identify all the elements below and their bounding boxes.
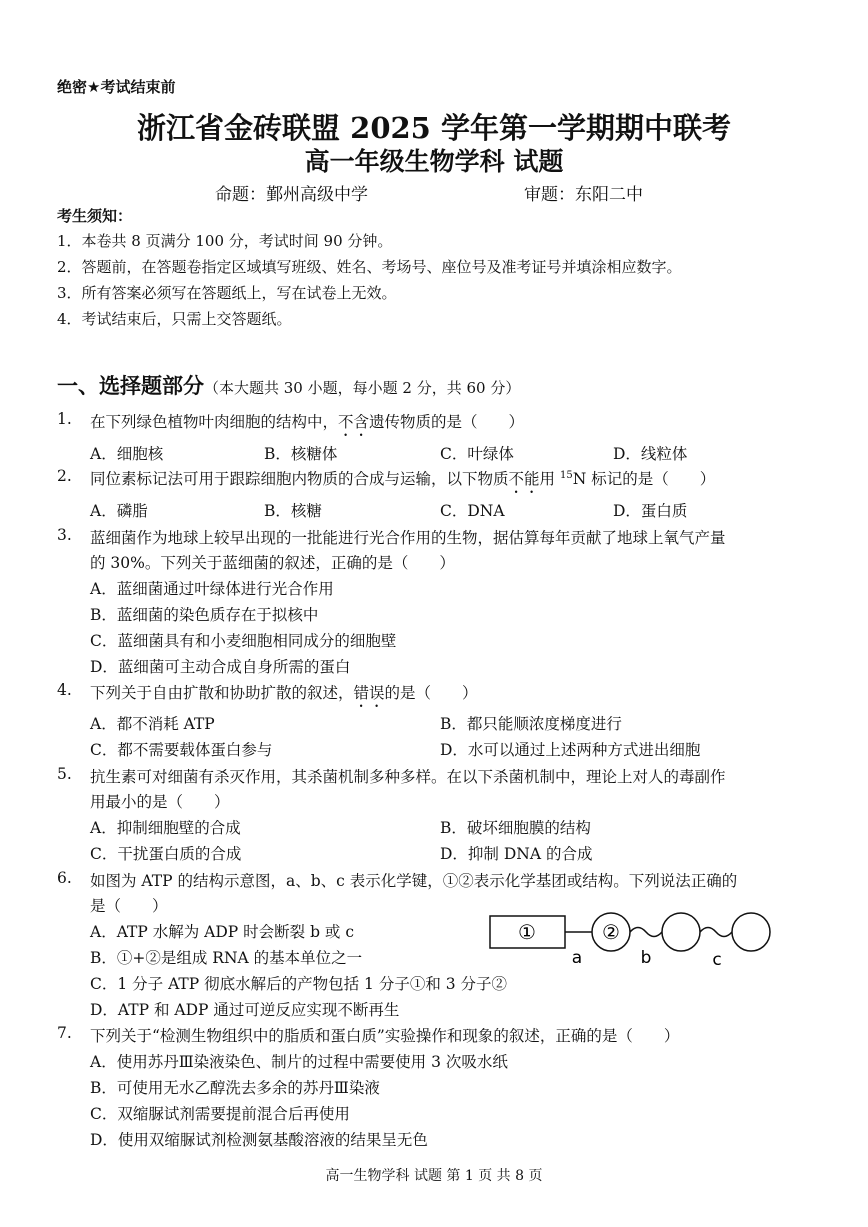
option: A．细胞核	[90, 445, 164, 463]
section-name: 一、选择题部分	[57, 373, 204, 398]
superscript: 15	[559, 469, 573, 481]
option: B．破坏细胞膜的结构	[440, 819, 591, 837]
phosphate-circle-2	[732, 913, 770, 951]
option: A．磷脂	[90, 502, 148, 520]
question-4-stem	[90, 681, 478, 711]
option: B．①+②是组成 RNA 的基本单位之一	[90, 949, 363, 967]
option: A．抑制细胞壁的合成	[90, 819, 241, 837]
option: C．双缩脲试剂需要提前混合后再使用	[90, 1105, 350, 1123]
notes-heading: 考生须知：	[57, 207, 133, 225]
confidential-label: 绝密★考试结束前	[57, 78, 176, 96]
question-2-stem	[90, 467, 715, 497]
note-item: 2．答题前，在答题卷指定区域填写班级、姓名、考场号、座位号及准考证号并填涂相应数字。	[57, 258, 682, 276]
option: A．蓝细菌通过叶绿体进行光合作用	[90, 580, 334, 598]
question-5-stem: 抗生素可对细菌有杀灭作用，其杀菌机制多种多样。在以下杀菌机制中，理论上对人的毒副作	[90, 768, 726, 786]
atp-structure-diagram	[485, 908, 785, 970]
question-number: 6.	[57, 869, 72, 887]
exam-title: 浙江省金砖联盟 2025 学年第一学期期中联考	[137, 111, 731, 145]
note-item: 4．考试结束后，只需上交答题纸。	[57, 310, 292, 328]
stem-text: 用	[539, 470, 560, 488]
label-1: ①	[518, 920, 536, 944]
question-5-stem-cont: 用最小的是（ ）	[90, 793, 230, 811]
option: C．干扰蛋白质的合成	[90, 845, 242, 863]
question-number: 5.	[57, 765, 72, 783]
question-number: 3.	[57, 526, 72, 544]
option: A．都不消耗 ATP	[90, 715, 215, 733]
option: B．蓝细菌的染色质存在于拟核中	[90, 606, 319, 624]
section-note: （本大题共 30 小题，每小题 2 分，共 60 分）	[204, 379, 521, 397]
note-item: 3．所有答案必须写在答题纸上，写在试卷上无效。	[57, 284, 397, 302]
question-1-stem	[90, 410, 524, 440]
option: A．使用苏丹Ⅲ染液染色、制片的过程中需要使用 3 次吸水纸	[90, 1053, 508, 1071]
question-3-stem: 蓝细菌作为地球上较早出现的一批能进行光合作用的生物，据估算每年贡献了地球上氧气产量	[90, 529, 726, 547]
question-6-stem-cont: 是（ ）	[90, 897, 168, 915]
note-item: 1．本卷共 8 页满分 100 分，考试时间 90 分钟。	[57, 232, 393, 250]
label-b: b	[640, 948, 652, 968]
option: C．DNA	[440, 502, 505, 520]
question-6-stem: 如图为 ATP 的结构示意图，a、b、c 表示化学键，①②表示化学基团或结构。下列说法正确的	[90, 872, 738, 890]
section-title	[57, 370, 520, 400]
stem-text: 下列关于自由扩散和协助扩散的叙述，	[90, 684, 354, 702]
exam-subtitle: 高一年级生物学科 试题	[304, 147, 564, 176]
bond-c	[700, 928, 732, 937]
stem-text: 同位素标记法可用于跟踪细胞内物质的合成与运输，以下物质	[90, 470, 509, 488]
question-7-stem: 下列关于“检测生物组织中的脂质和蛋白质”实验操作和现象的叙述，正确的是（ ）	[90, 1027, 680, 1045]
label-c: c	[712, 950, 722, 970]
question-number: 2.	[57, 467, 72, 485]
option: B．可使用无水乙醇洗去多余的苏丹Ⅲ染液	[90, 1079, 380, 1097]
option: D．使用双缩脲试剂检测氨基酸溶液的结果呈无色	[90, 1131, 428, 1149]
option: D．抑制 DNA 的合成	[440, 845, 593, 863]
option: D．水可以通过上述两种方式进出细胞	[440, 741, 701, 759]
option: C．叶绿体	[440, 445, 514, 463]
label-2: ②	[602, 920, 620, 944]
option: B．都只能顺浓度梯度进行	[440, 715, 622, 733]
question-3-stem-cont: 的 30%。下列关于蓝细菌的叙述，正确的是（ ）	[90, 554, 455, 572]
stem-text: 在下列绿色植物叶肉细胞的结构中，	[90, 413, 339, 431]
emphasized-text: 不能	[508, 470, 540, 488]
option: D．线粒体	[613, 445, 688, 463]
option: B．核糖体	[264, 445, 338, 463]
option: C．都不需要载体蛋白参与	[90, 741, 273, 759]
reviewer-info: 审题：东阳二中	[524, 185, 643, 205]
emphasized-text: 错误	[353, 684, 385, 702]
emphasized-text: 不含	[338, 413, 370, 431]
option: C．蓝细菌具有和小麦细胞相同成分的细胞壁	[90, 632, 397, 650]
stem-text: 的是（ ）	[384, 684, 478, 702]
author-info: 命题：鄞州高级中学	[215, 185, 368, 205]
stem-text: N 标记的是（ ）	[572, 470, 716, 488]
label-a: a	[571, 948, 583, 968]
question-number: 7.	[57, 1024, 72, 1042]
bond-b	[630, 928, 662, 937]
phosphate-circle-1	[662, 913, 700, 951]
option: D．蓝细菌可主动合成自身所需的蛋白	[90, 658, 351, 676]
option: A．ATP 水解为 ADP 时会断裂 b 或 c	[90, 923, 355, 941]
stem-text: 遗传物质的是（ ）	[369, 413, 525, 431]
question-number: 4.	[57, 681, 72, 699]
page-footer: 高一生物学科 试题 第 1 页 共 8 页	[325, 1168, 543, 1184]
option: C．1 分子 ATP 彻底水解后的产物包括 1 分子①和 3 分子②	[90, 975, 508, 993]
question-number: 1.	[57, 410, 72, 428]
option: D．ATP 和 ADP 通过可逆反应实现不断再生	[90, 1001, 400, 1019]
option: D．蛋白质	[613, 502, 688, 520]
option: B．核糖	[264, 502, 322, 520]
